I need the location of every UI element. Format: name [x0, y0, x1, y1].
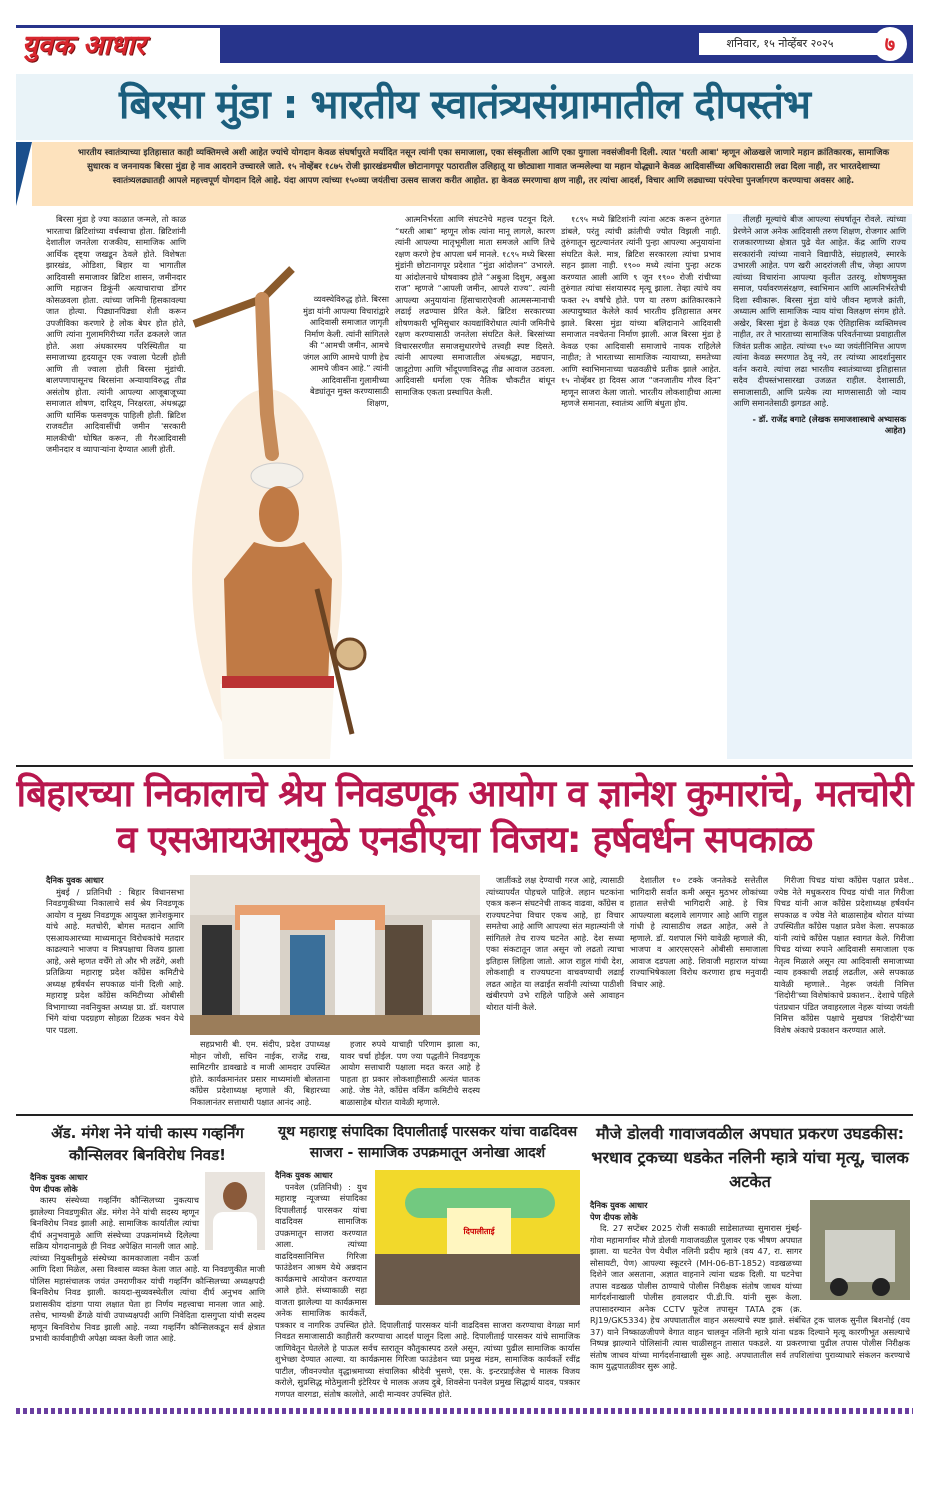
- story1-intro: भारतीय स्वातंत्र्याच्या इतिहासात काही व्यक्तिमत्त्वे अशी आहेत ज्यांचे योगदान केवळ संघर्षापुरते मर्यादित नसून त्यांनी एका समाजाला, एका संस्कृतीला आणि एका युगाला नवसंजीवनी दिली. त्यात 'धरती आबा' म्हणून ओळखले जाणारे महान क्रांतिकारक, सामाजिक सुधारक व जननायक बिरसा मुंडा हे नाव आदराने उच्चारले जाते. १५ नोव्हेंबर १८७५ रोजी झारखंडमधील छोटानागपूर पठारातील उलिहातू या छोट्याशा गावात जन्मलेल्या या महान योद्ध्याने केवळ आदिवासींच्या अधिकारासाठी लढा दिला नाही, तर भारतदेशाच्या स्वातंत्र्यलढ्यातही आपले महत्त्वपूर्ण योगदान दिले आहे. यंदा आपण त्यांच्या १५०व्या जयंतीचा उत्सव साजरा करीत आहोत. हा केवळ स्मरणाचा क्षण नाही, तर त्यांचा आदर्श, विचार आणि लढ्याच्या परंपरेचा पुनर्जागरण करण्याचा अवसर आहे.: [32, 142, 913, 206]
- story2-body: [16, 875, 913, 1108]
- paragraph: देशातील १० टक्के जनतेकडे सत्तेतील भागिदारी सर्वात कमी असून मुठभर लोकांच्या हातात सत्तेची भागिदारी आहे. हे चित्र आपल्याला बदलावे लागणार आहे आणि राहुल गांधी हे त्यासाठीच लढत आहेत, असे ते म्हणाले. डॉ. यशपाल भिंगे यावेळी म्हणाले की, भाजपा व आरएसएसने ओबीसी समाजाला आवाज दडपला आहे. शिवाजी महाराज यांच्या राज्याभिषेकाला विरोध करणारा हाच मनुवादी विचार आहे.: [630, 875, 768, 989]
- story3-body: [30, 1172, 265, 1345]
- paragraph: कास्प संस्थेच्या गव्हर्निंग कौन्सिलच्या नुकत्याच झालेल्या निवडणुकीत ॲड. मंगेश नेने यांची सदस्य म्हणून बिनविरोध निवड झाली आहे. सामाजिक कार्यातील त्यांचा दीर्घ अनुभवामुळे आणि संस्थेच्या उपक्रमांमध्ये दिलेल्या सक्रिय योगदानामुळे ही निवड अपेक्षित मानली जात आहे. त्यांच्या नियुक्तीमुळे संस्थेच्या कामकाजाला नवीन ऊर्जा आणि दिशा मिळेल, असा विश्वास व्यक्त केला जात आहे. या निवडणुकीत माजी पोलिस महासंचालक जयंत उमराणीकर यांची गव्हर्निंग कौन्सिलच्या अध्यक्षपदी बिनविरोध निवड झाली. कायदा-सुव्यवस्थेतील त्यांचा दीर्घ अनुभव आणि प्रशासकीय दांडगा पाया लक्षात घेता हा निर्णय महत्त्वाचा मानला जात आहे. तसेच, भाग्यश्री ढेंगळे यांची उपाध्यक्षपदी आणि निवेदिता दासगुप्ता यांची सदस्य म्हणून बिनविरोध निवड झाली आहे. नव्या गव्हर्निंग कौन्सिलकडून सर्व क्षेत्रात प्रभावी कार्यवाहीची अपेक्षा व्यक्त केली जात आहे.: [30, 1195, 265, 1343]
- story4-body: [275, 1170, 580, 1400]
- reporter: पेण दीपक लोके: [590, 1211, 638, 1222]
- story3-headline: ॲड. मंगेश नेने यांची कास्प गव्हर्निंग कौन्सिलवर बिनविरोध निवड!: [51, 1124, 244, 1164]
- reporter: पेण दीपक लोके: [30, 1183, 78, 1194]
- paragraph: व्यवस्थेविरुद्ध होते. बिरसा मुंडा यांनी आपल्या विचारांद्वारे आदिवासी समाजात जागृती निर्माण केली. त्यांनी सांगितले की “आमची जमीन, आमचे जंगल आणि आमचे पाणी हेच आमचे जीवन आहे.” त्यांनी आदिवासींना गुलामीच्या बेड्यांतून मुक्त करण्यासाठी शिक्षण,: [303, 294, 390, 408]
- birthday-celebration-photo: [375, 1170, 580, 1305]
- mangesh-nene-photo: [205, 1172, 265, 1250]
- paragraph: १८९५ मध्ये ब्रिटिशांनी त्यांना अटक करून तुरुंगात डांबले, परंतु त्यांची क्रांतीची ज्योत विझली नाही. तुरुंगातून सुटल्यानंतर त्यांनी पुन्हा आपल्या अनुयायांना संघटित केले. मात्र, ब्रिटिश सरकारला त्यांचा प्रभाव सहन झाला नाही. १९०० मध्ये त्यांना पुन्हा अटक करण्यात आली आणि ९ जून १९०० रोजी रांचीच्या तुरुंगात त्यांचा संशयास्पद मृत्यू झाला. तेव्हा त्यांचे वय फक्त २५ वर्षांचे होते. पण या तरुण क्रांतिकारकाने अल्पायुष्यात केलेले कार्य भारतीय इतिहासात अमर झाले. बिरसा मुंडा यांच्या बलिदानाने आदिवासी समाजात नवचेतना निर्माण झाली. आज बिरसा मुंडा हे केवळ एका आदिवासी समाजाचे नायक राहिलेले नाहीत; ते भारताच्या सामाजिक न्यायाच्या, समतेच्या आणि स्वाभिमानाच्या चळवळीचे प्रतीक झाले आहेत. १५ नोव्हेंबर हा दिवस आज “जनजातीय गौरव दिन” म्हणून साजरा केला जातो. भारतीय लोकशाहीचा आत्मा म्हणजे समानता, स्वातंत्र्य आणि बंधुता होय.: [561, 214, 721, 408]
- dateline: दैनिक युवक आधार: [30, 1172, 88, 1182]
- story2-middle: [190, 875, 480, 1108]
- story1-body: [16, 214, 913, 759]
- paragraph: हजार रुपये याचाही परिणाम झाला का, यावर चर्चा होईल. पण ज्या पद्धतीने निवडणूक आयोग सत्ताधारी पक्षाला मदत करत आहे हे पाहता हा प्रकार लोकशाहीसाठी अत्यंत घातक आहे. जेष्ठ नेते, काँग्रेस वर्किंग कमिटीचे सदस्य बाळासाहेब थोरात यावेळी म्हणाले.: [340, 1039, 480, 1107]
- paragraph: दि. 27 सप्टेंबर 2025 रोजी सकाळी साडेसातच्या सुमारास मुंबई-गोवा महामार्गावर मौजे डोलवी गावाजवळील पुलावर एक भीषण अपघात झाला. या घटनेत पेण येथील नलिनी प्रदीप म्हात्रे (वय 47, रा. सागर सोसायटी, पेण) आपल्या स्कूटरने (MH-06-BT-1852) वडखळच्या दिशेने जात असताना, अज्ञात वाहनाने त्यांना धडक दिली. या घटनेचा तपास वडखळ पोलीस ठाण्याचे पोलीस निरीक्षक संतोष जाधव यांच्या मार्गदर्शनाखाली पोलीस हवालदार पी.डी.पि. यांनी सुरू केला. तपासादरम्यान अनेक CCTV फूटेज तपासून TATA ट्रक (क्र. RJ19/GK5334) हेच अपघातातील वाहन असल्याचे स्पष्ट झाले. संबंधित ट्रक चालक सुनील बिशनोई (वय 37) याने निष्काळजीपणे वेगात वाहन चालवून नलिनी म्हात्रे यांना धडक दिल्याने मृत्यू कारणीभूत असल्याचे निष्पन्न झाल्याने पोलिसांनी त्यास चाळीसहून तासात पकडले. या प्रकरणाचा पुढील तपास पोलीस निरीक्षक संतोष जाधव यांच्या मार्गदर्शनाखाली सुरू आहे. अपघातातील सर्व तपशिलांचा पुराव्याधारे संकलन करण्याचे काम युद्धपातळीवर सुरू आहे.: [590, 1223, 910, 1371]
- story2-subcolumns: [190, 1039, 480, 1108]
- divider: [16, 765, 913, 767]
- story5: [590, 1122, 910, 1400]
- bottom-stories: [16, 1122, 913, 1400]
- intro-wrap: [16, 142, 913, 206]
- masthead-bar: [16, 25, 913, 63]
- newspaper-logo: युवक आधार: [16, 28, 220, 63]
- story1-column-4: [561, 214, 721, 759]
- paragraph: पनवेल (प्रतिनिधी) : युथ महाराष्ट्र न्यूजच्या संपादिका दिपालीताई पारसकर यांचा वाढदिवस सामाजिक उपक्रमातून साजरा करण्यात आला. त्यांच्या वाढदिवसानिमित्त गिरिजा फाउंडेशन आश्रम येथे अन्नदान कार्यक्रमाचे आयोजन करण्यात आले होते. संध्याकाळी सहा वाजता झालेल्या या कार्यक्रमास अनेक सामाजिक कार्यकर्ते, पत्रकार व नागरिक उपस्थित होते. दिपालीताई पारसकर यांनी वाढदिवस साजरा करण्याचा वेगळा मार्ग निवडत समाजासाठी काहीतरी करण्याचा आदर्श घालून दिला आहे. दिपालीताई पारसकर यांचे सामाजिक जाणिवेतून घेतलेले हे पाऊल सर्वच स्तरातून कौतुकास्पद ठरले असून, त्यांच्या पुढील सामाजिक कार्यास शुभेच्छा देण्यात आल्या. या कार्यक्रमास गिरिजा फाउंडेशन च्या प्रमुख मंडम, सामाजिक कार्यकर्ते रवींद्र पाटील, जीवनज्योत वृद्धाश्रमाच्या संचालिका श्रीदेवी भुसणे, एस. के. इन्टरप्राईजेस चे मालक विजय करोले, सुप्रसिद्ध मोठेमुलानी इंटेरियर चे मालक अजय दुबे, शिवसेना पनवेल प्रमुख सिद्धार्थ यादव, पत्रकार गणपत वारगडा, संतोष कालोते, आदी मान्यवर उपस्थित होते.: [275, 1181, 580, 1399]
- story2-column-6: [774, 875, 914, 1108]
- story1-headline: बिरसा मुंडा : भारतीय स्वातंत्र्यसंग्रामातील दीपस्तंभ: [16, 74, 913, 140]
- page-number: ७: [873, 27, 907, 61]
- story2-column-5: [630, 875, 768, 1108]
- paragraph: सहप्रभारी बी. एम. संदीप, प्रदेश उपाध्यक्ष मोहन जोशी, सचिन नाईक, राजेंद्र राख, सामिटगीर डावखाडे व माजी आमदार उपस्थित होते. कार्यक्रमानंतर प्रसार माध्यमांशी बोलताना काँग्रेस प्रदेशाध्यक्ष म्हणाले की, बिहारच्या निकालानंतर सत्ताधारी पक्षात आनंद आहे.: [190, 1039, 330, 1107]
- dateline: दैनिक युवक आधार: [590, 1200, 648, 1210]
- story4: [275, 1122, 580, 1400]
- masthead-right: [699, 27, 907, 61]
- story1-column-5: [727, 214, 912, 759]
- story4-headline: यूथ महाराष्ट्र संपादिका दिपालीताई पारसकर यांचा वाढदिवस साजरा - सामाजिक उपक्रमातून अनोखा आदर्श: [277, 1124, 578, 1161]
- intro-accent: [16, 142, 32, 206]
- story2-column-2: [190, 1039, 330, 1108]
- dateline: दैनिक युवक आधार: [275, 1170, 333, 1180]
- paragraph: जातींकडे लक्ष देण्याची गरज आहे, त्यासाठी त्यांच्यापर्यंत पोहचले पाहिजे. लहान घटकांना एकत्र करून संघटनेची ताकद वाढवा, काँग्रेस व राज्यघटनेचा विचार एकच आहे, हा विचार समतेचा आहे आणि आपल्या संत महात्म्यांनी जे सांगितले तेच राज्य घटनेत आहे. देश सध्या एका संकटातून जात असून जो लढतो त्याचा इतिहास लिहिला जातो. आज राहुल गांधी देश, लोकशाही व राज्यघटना वाचवण्याची लढाई लढत आहेत या लढाईत सर्वांनी त्यांच्या पाठीशी खंबीरपणे उभे राहिले पाहिजे असे आवाहन थोरात यांनी केले.: [486, 875, 624, 1012]
- congress-event-photo: [190, 875, 480, 1035]
- paragraph: गिरीजा पिचड यांचा काँग्रेस पक्षात प्रवेश.. ज्येष्ठ नेते मधुकरराव पिचड यांची नात गिरीजा पिचड यांनी आज काँग्रेस प्रदेशाध्यक्ष हर्षवर्धन सपकाळ व ज्येष्ठ नेते बाळासाहेब थोरात यांच्या उपस्थितीत काँग्रेस पक्षात प्रवेश केला. सपकाळ यांनी त्यांचे काँग्रेस पक्षात स्वागत केले. गिरीजा पिचड यांच्या रुपाने आदिवासी समाजाला एक नेतृत्व मिळाले असून त्या आदिवासी समाजाच्या न्याय हक्काची लढाई लढतील, असे सपकाळ यावेळी म्हणाले.. नेहरू जयंती निमित्त 'शिदोरी'च्या विशेषांकाचे प्रकाशन.. देशाचे पहिले पंतप्रधान पंडित जवाहरलाल नेहरू यांच्या जयंती निमित्त काँग्रेस पक्षाचे मुखपत्र 'शिदोरी'च्या विशेष अंकाचे प्रकाशन करण्यात आले.: [774, 875, 914, 1035]
- story5-headline: मौजे डोलवी गावाजवळील अपघात प्रकरण उघडकीस: भरधाव ट्रकच्या धडकेत नलिनी म्हात्रे यांचा मृत्यू, चालक अटकेत: [591, 1124, 909, 1191]
- photo-banner-text: दिपालीताई: [447, 1208, 511, 1256]
- story5-body: [590, 1200, 910, 1373]
- story1-caption-column: [303, 294, 389, 409]
- story3: [30, 1122, 265, 1400]
- story2-column-1: [46, 875, 184, 1108]
- story1-column-1: [46, 214, 186, 759]
- issue-date: शनिवार, १५ नोव्हेंबर २०२५: [699, 33, 889, 55]
- dateline: दैनिक युवक आधार: [46, 875, 104, 885]
- story2-headline: बिहारच्या निकालाचे श्रेय निवडणूक आयोग व ज्ञानेश कुमारांचे, मतचोरी व एसआयआरमुळे एनडीएचा विजय: हर्षवर्धन सपकाळ: [16, 772, 913, 861]
- author-credit: - डॉ. राजेंद्र बगाटे (लेखक समाजशास्त्राचे अभ्यासक आहेत): [752, 413, 906, 435]
- truck-photo: [810, 1200, 910, 1300]
- paragraph: बिरसा मुंडा हे ज्या काळात जन्मले, तो काळ भारताचा ब्रिटिशांच्या वर्चस्वाचा होता. ब्रिटिशांनी देशातील जनतेला राजकीय, सामाजिक आणि आर्थिक दृष्ट्या जखडून ठेवले होते. विशेषतः झारखंड, ओडिशा, बिहार या भागातील आदिवासी समाजावर ब्रिटिश शासन, जमीनदार आणि महाजन डिकूंनी अत्याचाराचा डोंगर कोसळवला होता. त्यांच्या जमिनी हिसकावल्या जात होत्या. पिढ्यानपिढ्या शेती करून उपजीविका करणारे हे लोक बेघर होत होते, आणि त्यांना गुलामगिरीच्या गर्तेत ढकलले जात होते. अशा अंधकारमय परिस्थितीत या समाजाच्या हृदयातून एक ज्वाला पेटली होती आणि ती ज्वाला होती बिरसा मुंडांची. बालपणापासूनच बिरसांना अन्यायाविरुद्ध तीव्र असंतोष होता. त्यांनी आपल्या आजूबाजूच्या समाजात शोषण, दारिद्र्य, निरक्षरता, अंधश्रद्धा आणि धार्मिक फसवणूक पाहिली होती. ब्रिटिश राजवटीत आदिवासींची जमीन 'सरकारी मालकीची' घोषित करून, ती गैरआदिवासी जमीनदार व व्यापाऱ्यांना देण्यात आली होती.: [46, 214, 186, 454]
- divider: [16, 1114, 913, 1116]
- story2-column-3: [340, 1039, 480, 1108]
- paragraph: तीलही मूल्यांचे बीज आपल्या संघर्षातून रोवले. त्यांच्या प्रेरणेने आज अनेक आदिवासी तरुण शिक्षण, रोजगार आणि राजकारणाच्या क्षेत्रात पुढे येत आहेत. केंद्र आणि राज्य सरकारांनी त्यांच्या नावाने विद्यापीठे, संग्रहालये, स्मारके उभारली आहेत. पण खरी आदरांजली तीच, जेव्हा आपण त्यांच्या विचारांना आपल्या कृतीत उतरवू. शोषणमुक्त समाज, पर्यावरणसंरक्षण, स्वाभिमान आणि आत्मनिर्भरतेची दिशा स्वीकारू. बिरसा मुंडा यांचे जीवन म्हणजे क्रांती, अध्यात्म आणि सामाजिक न्याय यांचा विलक्षण संगम होते. अखेर, बिरसा मुंडा हे केवळ एक ऐतिहासिक व्यक्तिमत्त्व नाहीत, तर ते भारताच्या सामाजिक परिवर्तनाच्या प्रवाहातील जिवंत प्रतीक आहेत. त्यांच्या १५० व्या जयंतीनिमित्त आपण त्यांना केवळ स्मरणात ठेवू नये, तर त्यांच्या आदर्शानुसार वर्तन करावे. त्यांचा लढा भारतीय स्वातंत्र्याच्या इतिहासात सदैव दीपस्तंभासारखा उजळत राहील. देशासाठी, समाजासाठी, आणि प्रत्येक त्या माणसासाठी जो न्याय आणि समानतेसाठी झगडत आहे.: [733, 214, 906, 408]
- paragraph: मुंबई / प्रतिनिधी : बिहार विधानसभा निवडणुकीच्या निकालाचे सर्व श्रेय निवडणूक आयोग व मुख्य निवडणूक आयुक्त ज्ञानेशकुमार यांचे आहे. मतचोरी, बोगस मतदान आणि एसआयआरच्या माध्यमातून विरोधकांचे मतदार काढल्याने भाजपा व मित्रपक्षाचा विजय झाला आहे, असे म्हणत वर्चेंगे तो और भी लढेंगे, अशी प्रतिक्रिया महाराष्ट्र प्रदेश काँग्रेस कमिटीचे अध्यक्ष हर्षवर्धन सपकाळ यांनी दिली आहे. महाराष्ट्र प्रदेश काँग्रेस कमिटीच्या ओबीसी विभागाच्या नवनियुक्त अध्यक्ष प्रा. डॉ. यशपाल भिंगे यांचा पदग्रहण सोहळा टिळक भवन येथे पार पडला.: [46, 886, 184, 1035]
- paragraph: आत्मनिर्भरता आणि संघटनेचे महत्त्व पटवून दिले. “धरती आबा” म्हणून लोक त्यांना मानू लागले, कारण त्यांनी आपल्या मातृभूमीला माता समजले आणि तिचे रक्षण करणे हेच आपला धर्म मानले. १८९५ मध्ये बिरसा मुंडांनी छोटानागपूर प्रदेशात “मुंडा आंदोलन” उभारले. या आंदोलनाचे घोषवाक्य होते “अबुआ दिशुम, अबुआ राज” म्हणजे “आपली जमीन, आपले राज्य”. त्यांनी आपल्या अनुयायांना हिंसाचाराऐवजी आत्मसन्मानाची लढाई लढण्यास प्रेरित केले. ब्रिटिश सरकारच्या शोषणकारी भूमिसुधार कायद्यांविरोधात त्यांनी जमिनीचे रक्षण करण्यासाठी जनतेला संघटित केले. बिरसांच्या विचारसरणीत समाजसुधारणेचे तत्त्वही स्पष्ट दिसते. त्यांनी आपल्या समाजातील अंधश्रद्धा, मद्यपान, जादूटोणा आणि भोंदूपणाविरुद्ध तीव्र आवाज उठवला. आदिवासी धर्माला एक नैतिक चौकटीत बांधून सामाजिक एकता प्रस्थापित केली.: [395, 214, 555, 397]
- illustration-cell: [192, 214, 389, 759]
- story2-column-4: [486, 875, 624, 1108]
- footer-border: [16, 1408, 913, 1414]
- story1-column-3: [395, 214, 555, 759]
